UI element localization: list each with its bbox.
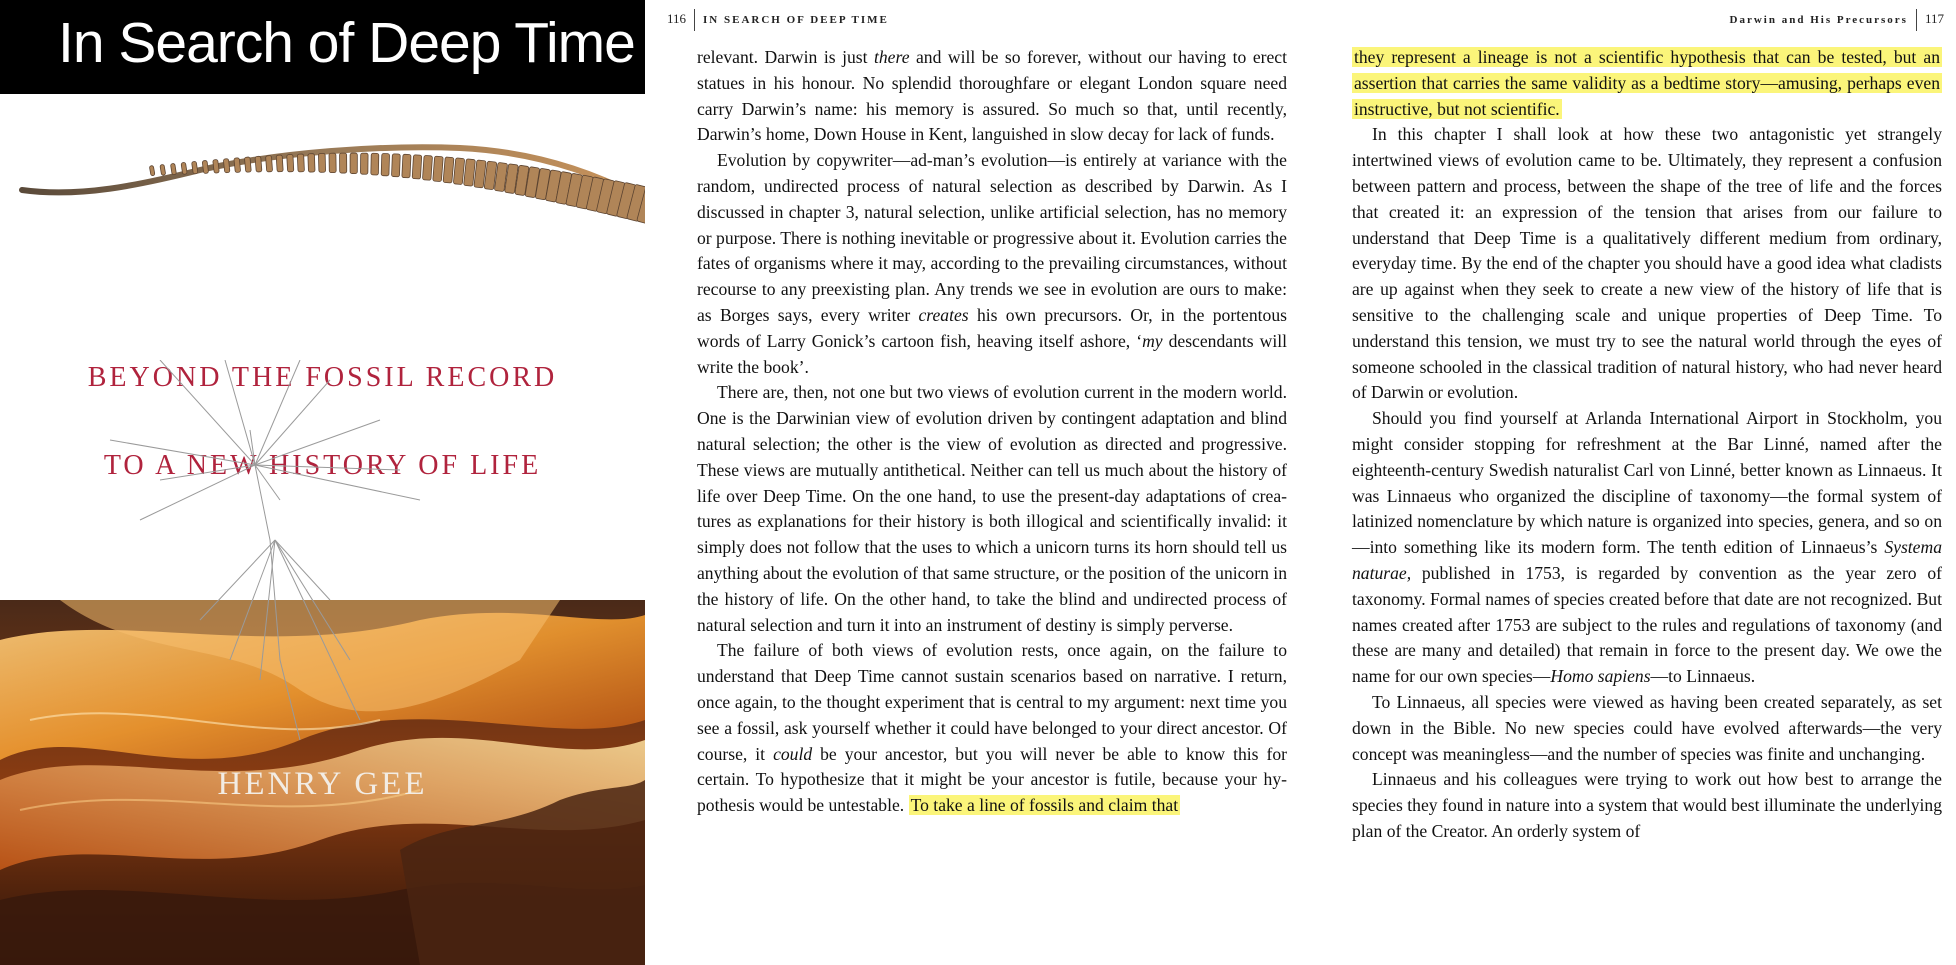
page-body-right	[1352, 45, 1942, 845]
italic-text: my	[1142, 330, 1163, 351]
cover-author: HENRY GEE	[217, 766, 428, 802]
paragraph	[697, 380, 1287, 638]
italic-text: could	[773, 743, 813, 764]
text-span: There are, then, not one but two views of evolution current in the modern world. One is the Darwinian view of evolution driven by contingent adaptation and blind natural selection; the other is the view of evolution as directed and progressive. These views are mutually antithetical. Neither can tell us much about the history of life over Deep Time. On the one hand, to use the present-day adaptations of creatures as explanations for their history is both illogical and scientifically invalid: it simply does not follow that the uses to which a unicorn turns its horn should tell us anything about the evolution of that same structure, or the position of the unicorn in the history of life. On the other hand, to take the blind and undirected process of natural selection and turn it into an instrument of destiny is simply perverse.	[697, 382, 1287, 635]
text-span: —to Linnaeus.	[1650, 666, 1756, 687]
paragraph	[1352, 406, 1942, 690]
text-span: To Linnaeus, all species were viewed as having been created separately, as set down in the Bible. No new species could have evolved afterwards—the very concept was meaningless—and the number of species was finite and unchanging.	[1352, 691, 1942, 764]
paragraph	[697, 45, 1287, 148]
text-span: Evolution by copywriter—ad-man’s evolution—is entirely at variance with the random, undirected process of natural selection as described by Darwin. As I discussed in chapter 3, natural selection, unlike artificial selection, has no memory or purpose. There is nothing inevitable or progressive about it. Evolution carries the fates of organisms where it may, according to the prevailing circumstances, without recourse to any preexisting plan. Any trends we see in evolution are ours to make: as Borges says, every writer	[697, 150, 1287, 325]
text-span: In this chapter I shall look at how these two antagonistic yet strangely intertwined views of evolution came to be. Ultimately, they represent a confusion between pattern and process, between the shape of the tree of life and the forces that created it: an expression of the tension that arises from our failure to understand that Deep Time is a qualitatively different medium from ordinary, everyday time. By the end of the chapter you should have a good idea what cladists are up against when they seek to create a new view of the history of life that is sensitive to the challenging scale and unique properties of Deep Time. To understand this tension, we must try to see the natural world through the eyes of someone schooled in the classical tradition of natural history, who had never heard of Darwin or evolution.	[1352, 124, 1942, 403]
italic-text: Systema naturae,	[1352, 537, 1942, 583]
running-head: IN SEARCH OF DEEP TIME	[703, 13, 889, 26]
cover-subtitle-line2: TO A NEW HISTORY OF LIFE	[103, 450, 542, 481]
page-header-right	[1730, 9, 1944, 31]
text-span: and will be so forever, without our having to erect statues in his honour. No splendid thoroughfare or elegant London square need carry Darwin’s name: his memory is assured. So much so that, until recently, Darwin’s home, Down House in Kent, languished in slow decay for lack of funds.	[697, 47, 1287, 145]
paragraph	[697, 148, 1287, 380]
page-number: 117	[1924, 10, 1944, 26]
italic-text: Homo sapiens	[1550, 666, 1651, 687]
cover-title: In Search of Deep Time	[58, 11, 635, 75]
text-span: descendants will write the book’.	[697, 330, 1287, 377]
highlighted-text: To take a line of fossils and claim that	[910, 795, 1179, 816]
italic-text: creates	[918, 304, 969, 325]
text-span: Linnaeus and his colleagues were trying to work out how best to arrange the species they found in nature into a system that would best illuminate the underlying plan of the Creator. An orderly system of	[1352, 769, 1942, 841]
header-divider	[694, 9, 695, 31]
text-span: his own precursors. Or, in the portentous words of Larry Gonick’s cartoon fish, heaving itself ashore, ‘	[697, 304, 1287, 351]
text-span: relevant. Darwin is just	[697, 47, 874, 67]
running-head: Darwin and His Precursors	[1729, 13, 1908, 26]
page-number: 116	[667, 10, 687, 26]
paragraph	[1352, 122, 1942, 406]
page-left	[645, 0, 1300, 965]
text-span: Should you find yourself at Arlanda International Airport in Stockholm, you might consider stopping for refreshment at the Bar Linné, named after the eighteenth-century Swedish naturalist Carl von Linné, better known as Linnaeus. It was Linnaeus who organized the discipline of taxonomy—the formal system of latinized nomenclature by which nature is organized into species, genera, and so on—into something like its modern form. The tenth edition of Linnaeus’s	[1352, 408, 1942, 558]
phylogeny-tree-illustration	[0, 360, 645, 810]
paragraph	[697, 638, 1287, 819]
page-body-left	[697, 45, 1287, 819]
cover-subtitle-line1: BEYOND THE FOSSIL RECORD	[87, 362, 558, 393]
paragraph	[1352, 690, 1942, 767]
book-cover	[0, 0, 645, 965]
italic-text: there	[874, 47, 910, 67]
text-span: be your ancestor, but you will never be able to know this for certain. To hypothesize that it might be your ancestor is futile, because your hypothesis would be untestable.	[697, 743, 1288, 816]
highlighted-text: they represent a lineage is not a scientific hypothesis that can be tested, but an assertion that carries the same validity as a bedtime story—amusing, perhaps even instructive, but not scientific.	[1354, 47, 1940, 119]
header-divider	[1916, 9, 1917, 31]
cover-title-bar	[0, 0, 645, 94]
fossil-spine-illustration	[0, 140, 645, 250]
paragraph	[1352, 45, 1942, 122]
page-right	[1300, 0, 1956, 965]
page-header-left	[667, 9, 889, 31]
text-span: published in 1753, is regarded by convention as the year zero of taxonomy. Formal names of species created before that date are not recognized. But names created after 1753 are subject to the rules and regulations of taxonomy (and these are many and detailed) that remain in force to the present day. We owe the name for our own species—	[1352, 562, 1942, 687]
paragraph	[1352, 767, 1942, 844]
text-span: The failure of both views of evolution rests, once again, on the failure to understand that Deep Time cannot sustain scenarios based on narrative. I return, once again, to the thought experiment that is central to my argument: next time you see a fossil, ask yourself whether it could have belonged to your direct ancestor. Of course, it	[697, 640, 1287, 764]
